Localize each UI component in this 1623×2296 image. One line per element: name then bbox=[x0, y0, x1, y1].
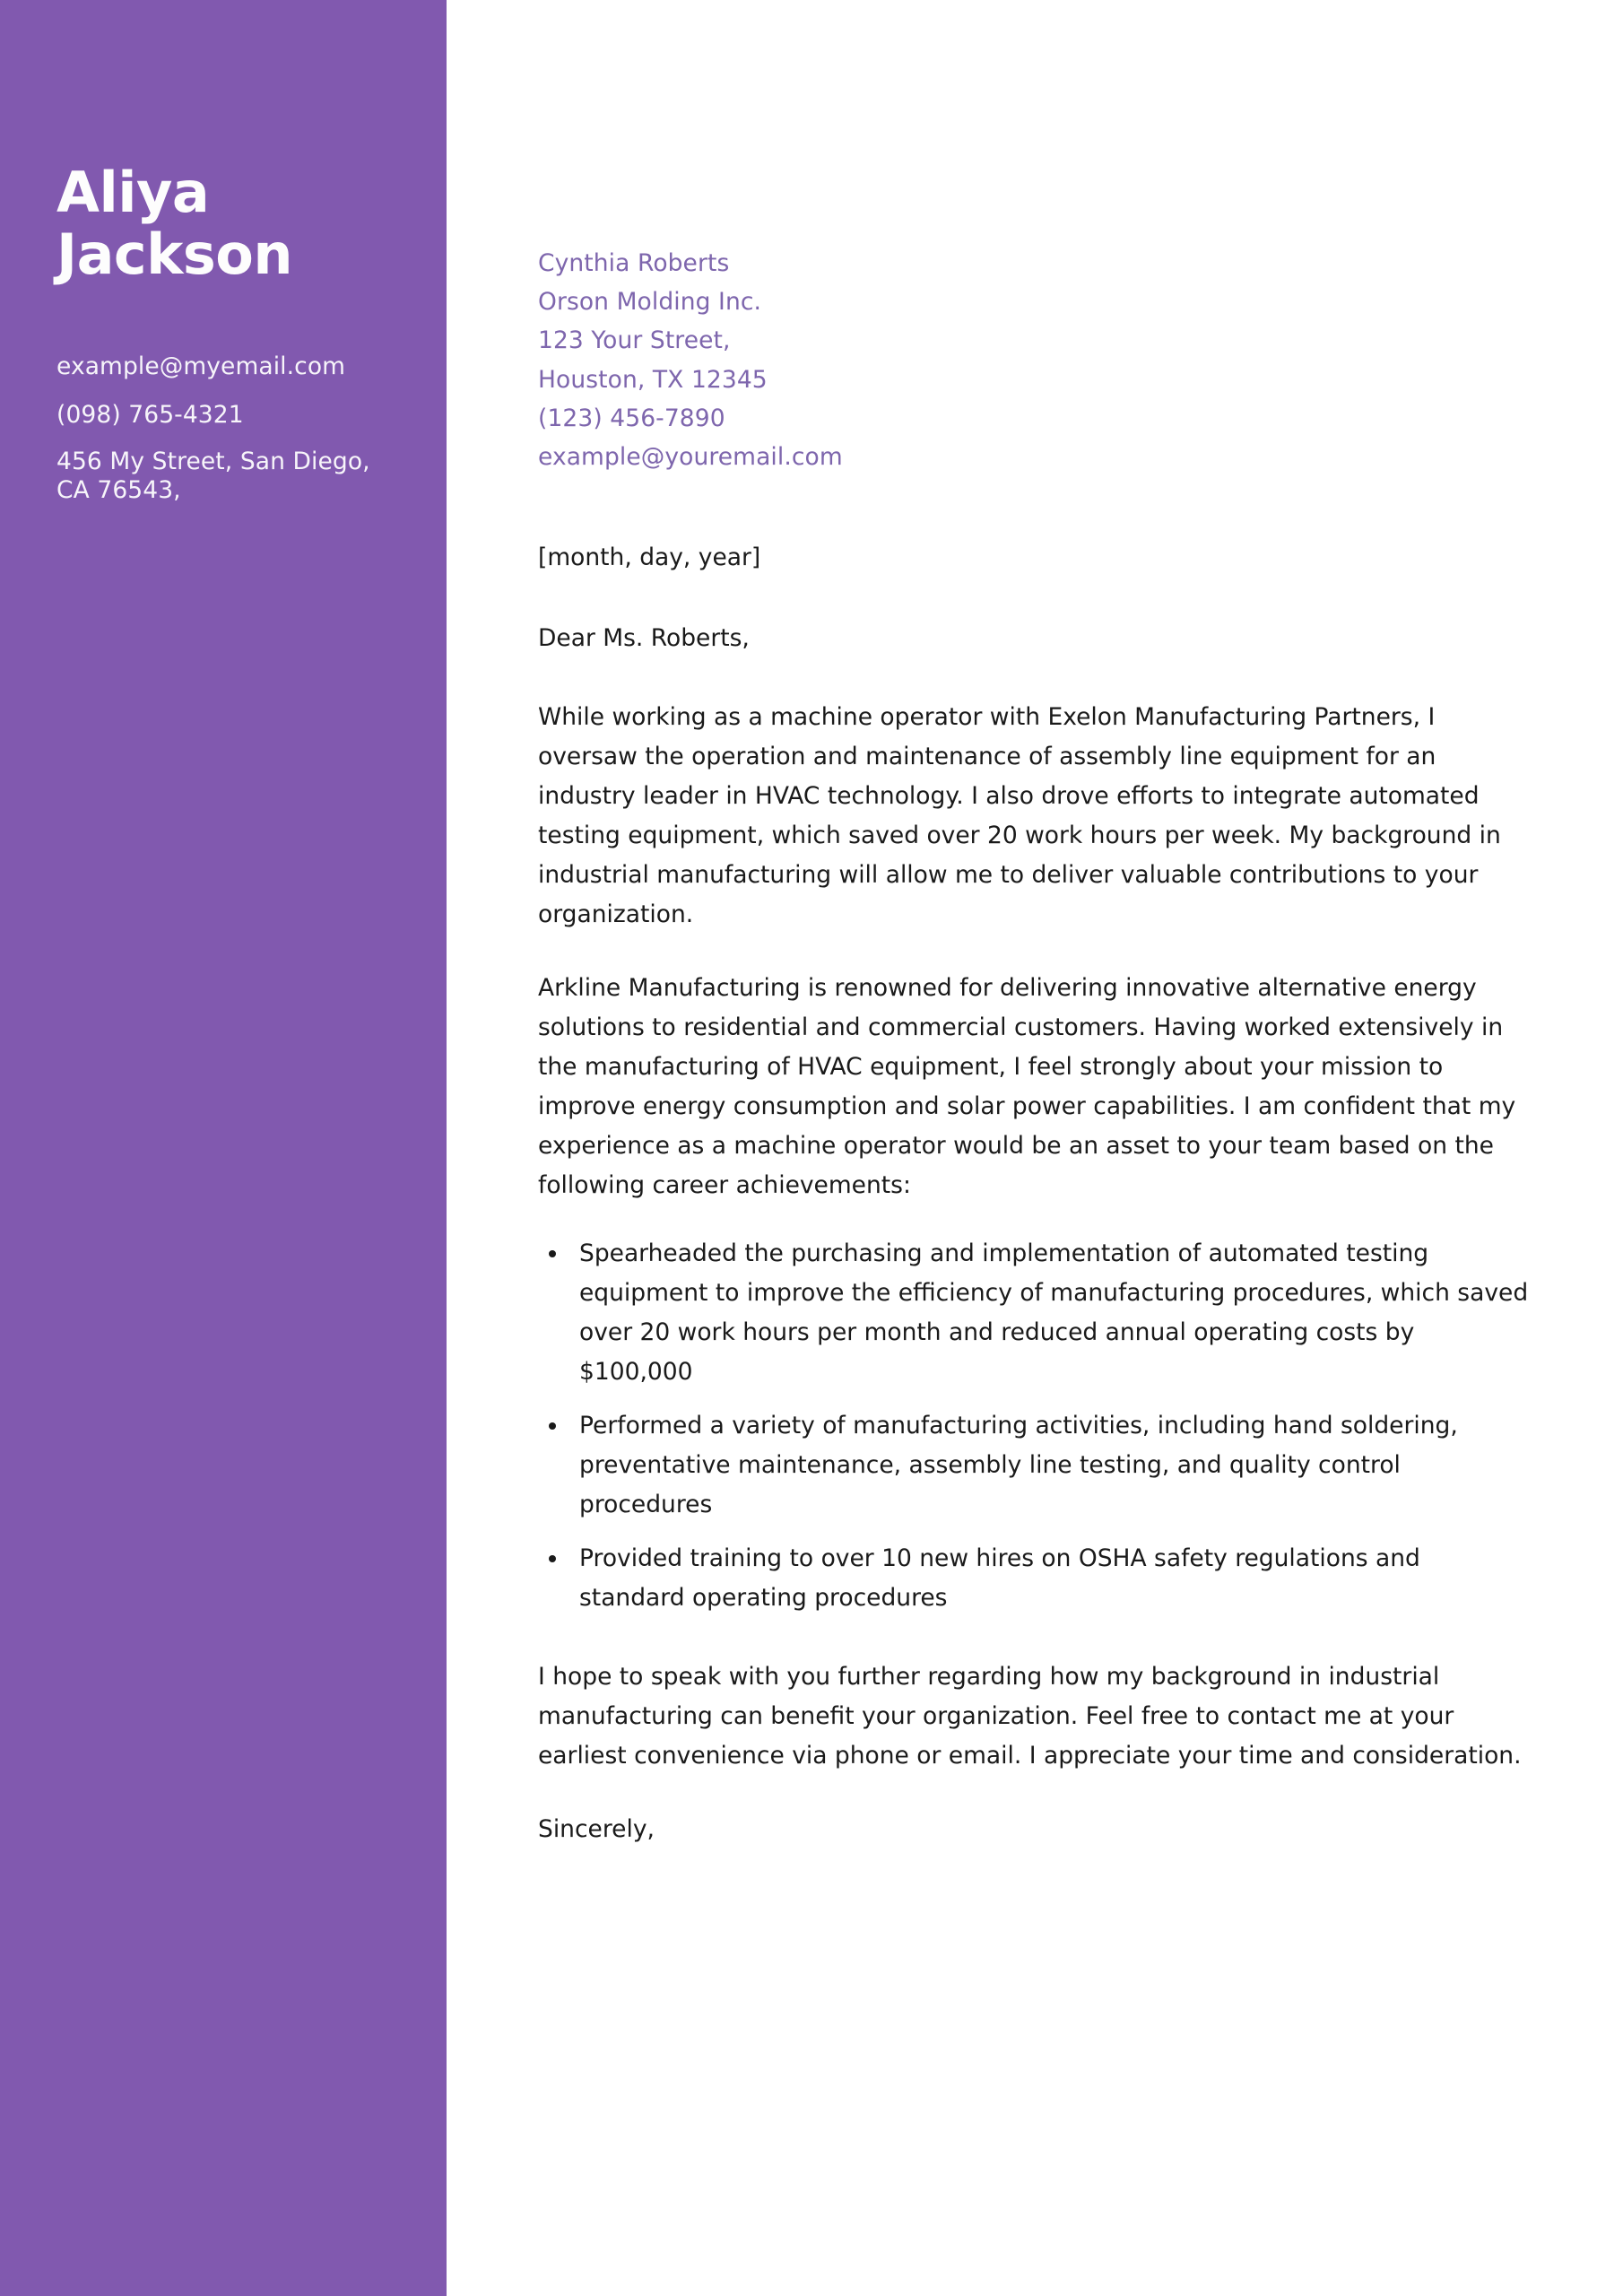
achievement-text: Provided training to over 10 new hires on OSHA safety regulations and standard operating procedures bbox=[579, 1544, 1420, 1612]
recipient-company: Orson Molding Inc. bbox=[538, 288, 762, 317]
body-paragraph-2: Arkline Manufacturing is renowned for delivering innovative alternative energy solutions to residential and commercial customers. Having worked extensively in the manufacturing of HVAC equipment, I feel strongly about your mission to improve energy consumption and solar power capabilities. I am confident that my experience as a machine operator would be an asset to your team based on the following career achievements: bbox=[538, 973, 1516, 1199]
applicant-email[interactable]: example@myemail.com bbox=[56, 352, 346, 380]
recipient-block bbox=[538, 244, 1166, 476]
achievements-list bbox=[538, 1234, 1529, 1618]
achievement-text: Performed a variety of manufacturing activities, including hand soldering, preventative maintenance, assembly line testing, and quality control procedures bbox=[579, 1411, 1458, 1518]
closing-paragraph: I hope to speak with you further regarding how my background in industrial manufacturing can benefit your organization. Feel free to contact me at your earliest convenience via phone or email. I appreciate your time and consideration. bbox=[538, 1662, 1522, 1770]
list-item bbox=[538, 1234, 1529, 1392]
applicant-first-name: Aliya bbox=[56, 160, 210, 225]
applicant-address bbox=[56, 448, 415, 504]
bullet-dot-icon bbox=[549, 1250, 556, 1257]
recipient-phone[interactable]: (123) 456-7890 bbox=[538, 404, 725, 432]
letter-signoff: Sincerely, bbox=[538, 1814, 655, 1843]
sidebar bbox=[0, 0, 447, 2296]
body-paragraph-1: While working as a machine operator with Exelon Manufacturing Partners, I oversaw the operation and maintenance of assembly line equipment for an industry leader in HVAC technology. I also drove efforts to integrate automated testing equipment, which saved over 20 work hours per week. My background in industrial manufacturing will allow me to deliver valuable contributions to your organization. bbox=[538, 703, 1501, 928]
applicant-contact-block bbox=[56, 351, 415, 504]
list-item bbox=[538, 1406, 1529, 1525]
applicant-address-line-2: CA 76543, bbox=[56, 475, 181, 504]
recipient-name: Cynthia Roberts bbox=[538, 249, 730, 277]
letter-salutation: Dear Ms. Roberts, bbox=[538, 624, 750, 652]
applicant-last-name: Jackson bbox=[56, 222, 293, 288]
letter-date: [month, day, year] bbox=[538, 544, 761, 571]
sidebar-content bbox=[56, 161, 415, 504]
letter-content bbox=[538, 698, 1529, 1847]
applicant-address-line-1: 456 My Street, San Diego, bbox=[56, 448, 370, 476]
bullet-dot-icon bbox=[549, 1555, 556, 1562]
applicant-phone[interactable]: (098) 765-4321 bbox=[56, 401, 244, 430]
recipient-email[interactable]: example@youremail.com bbox=[538, 442, 843, 471]
list-item bbox=[538, 1539, 1529, 1618]
recipient-street: 123 Your Street, bbox=[538, 326, 731, 355]
letter-body bbox=[538, 0, 1533, 2296]
applicant-name bbox=[56, 161, 415, 286]
recipient-city-state-zip: Houston, TX 12345 bbox=[538, 365, 768, 394]
achievement-text: Spearheaded the purchasing and implementation of automated testing equipment to improve the efficiency of manufacturing procedures, which saved over 20 work hours per month and reduced annual operating costs by $100,000 bbox=[579, 1239, 1529, 1386]
bullet-dot-icon bbox=[549, 1422, 556, 1430]
